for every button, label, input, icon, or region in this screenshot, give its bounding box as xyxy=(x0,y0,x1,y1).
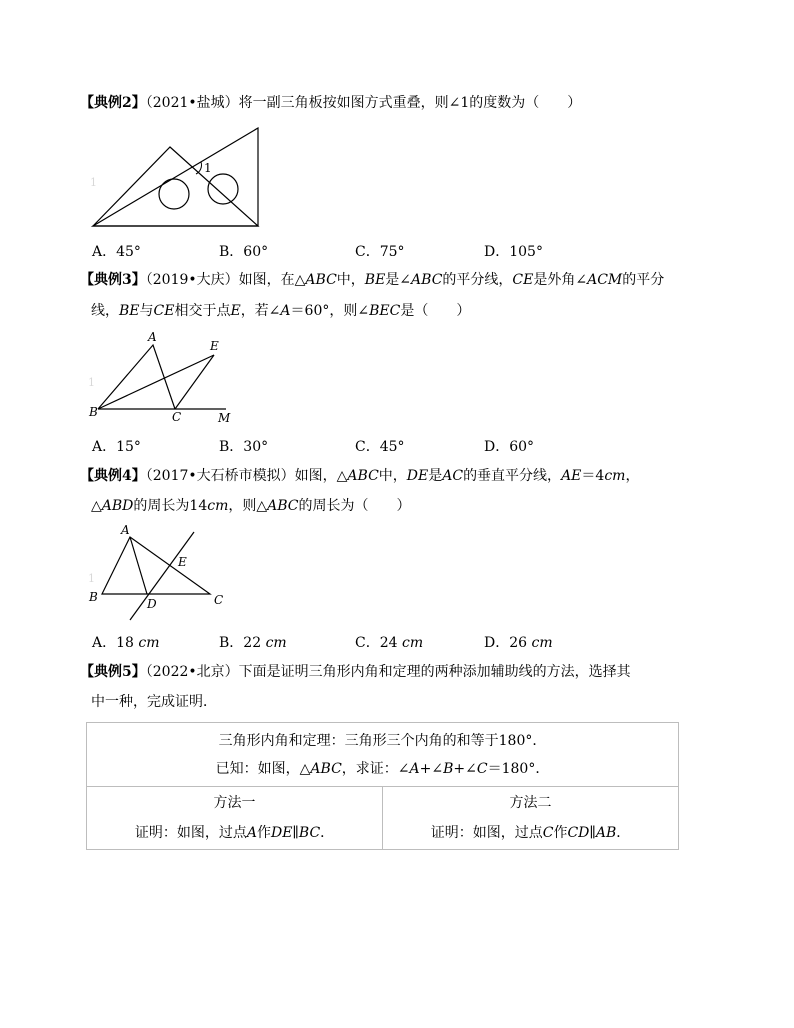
option-b: B．30° xyxy=(219,439,269,455)
example-3-question-line2: 线，BE与CE相交于点E，若∠A＝60°，则∠BEC是（ ） xyxy=(91,303,471,319)
point-b-label: B xyxy=(89,590,98,604)
option-d: D．60° xyxy=(484,439,535,455)
example-2-figure xyxy=(88,124,264,230)
watermark: 1 xyxy=(90,176,97,189)
option-c: C．75° xyxy=(355,244,405,260)
method-2-title: 方法二 xyxy=(509,795,552,811)
option-c: C．45° xyxy=(355,439,405,455)
point-d-label: D xyxy=(147,597,157,611)
example-tag: 【典例5】 xyxy=(80,664,146,680)
example-tag: 【典例2】 xyxy=(80,95,146,111)
hole-circle xyxy=(159,179,189,209)
method-2-cell xyxy=(383,787,679,850)
segment-ce xyxy=(175,355,214,409)
example-5-question-line1: 【典例5】（2022•北京）下面是证明三角形内角和定理的两种添加辅助线的方法，选择其 xyxy=(80,664,631,680)
example-3-figure xyxy=(86,330,236,425)
given-statement: 已知：如图，△ABC，求证：∠A+∠B+∠C＝180°． xyxy=(215,760,550,777)
example-tag: 【典例3】 xyxy=(80,272,146,288)
method-1-cell xyxy=(87,787,383,850)
example-tag: 【典例4】 xyxy=(80,468,146,484)
point-b-label: B xyxy=(89,405,98,419)
method-1-title: 方法一 xyxy=(213,795,256,811)
point-c-label: C xyxy=(214,593,224,607)
method-1-proof: 证明：如图，过点A作DE∥BC． xyxy=(134,825,335,841)
example-3-question-line1: 【典例3】（2019•大庆）如图，在△ABC中，BE是∠ABC的平分线，CE是外角∠ACM的平分 xyxy=(80,272,665,288)
method-2-proof: 证明：如图，过点C作CD∥AB． xyxy=(430,825,631,841)
example-4-question-line1: 【典例4】（2017•大石桥市模拟）如图，△ABC中，DE是AC的垂直平分线，AE＝4cm， xyxy=(80,468,640,484)
option-c: C．24 cm xyxy=(355,635,424,651)
example-2-question: 【典例2】（2021•盐城）将一副三角板按如图方式重叠，则∠1的度数为（ ） xyxy=(80,95,582,111)
option-b: B．22 cm xyxy=(219,635,287,651)
theorem-cell xyxy=(87,723,679,787)
set-square-45 xyxy=(93,147,258,226)
proof-table xyxy=(86,722,679,850)
option-d: D．105° xyxy=(484,244,543,260)
option-a: A．18 cm xyxy=(92,635,160,651)
segment-be xyxy=(98,355,214,409)
option-a: A．15° xyxy=(92,439,141,455)
point-a-label: A xyxy=(121,523,130,537)
option-a: A．45° xyxy=(92,244,141,260)
watermark: 1 xyxy=(88,572,95,585)
hole-circle xyxy=(208,174,238,204)
point-e-label: E xyxy=(210,339,219,353)
triangle-abc xyxy=(102,537,210,594)
point-c-label: C xyxy=(172,410,182,424)
watermark: 1 xyxy=(88,376,95,389)
example-5-question-line2: 中一种，完成证明． xyxy=(91,694,217,710)
triangle-abc xyxy=(98,345,175,409)
angle-1-label: 1 xyxy=(204,161,212,175)
theorem-statement: 三角形内角和定理：三角形三个内角的和等于180°． xyxy=(218,732,547,749)
point-e-label: E xyxy=(178,555,187,569)
option-b: B．60° xyxy=(219,244,269,260)
segment-ad xyxy=(130,537,147,594)
example-4-question-line2: △ABD的周长为14cm，则△ABC的周长为（ ） xyxy=(91,498,411,514)
point-a-label: A xyxy=(148,330,157,344)
option-d: D．26 cm xyxy=(484,635,553,651)
set-square-30-60 xyxy=(93,128,258,226)
example-4-figure xyxy=(86,524,236,624)
point-m-label: M xyxy=(218,411,231,425)
